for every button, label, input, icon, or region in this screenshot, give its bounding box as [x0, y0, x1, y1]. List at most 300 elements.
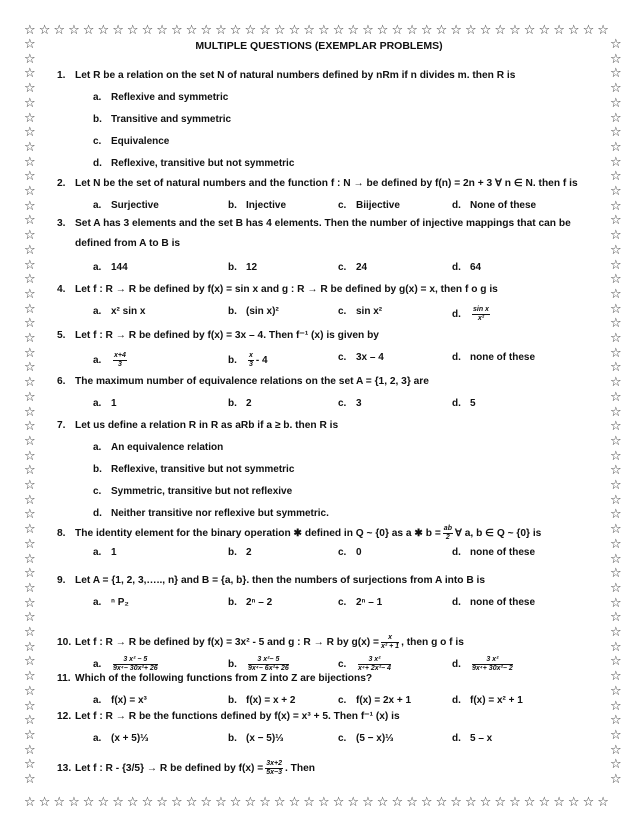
page-title: MULTIPLE QUESTIONS (EXEMPLAR PROBLEMS): [195, 40, 443, 52]
question-text: [57, 218, 571, 229]
answer-option[interactable]: [228, 200, 286, 211]
option-letter: d.: [452, 200, 461, 211]
border-star-icon: ☆: [347, 795, 360, 810]
border-star-icon: ☆: [200, 795, 213, 810]
border-star-icon: ☆: [318, 795, 330, 810]
question-number: 5.: [57, 330, 66, 341]
border-star-icon: ☆: [24, 551, 36, 567]
answer-option[interactable]: [228, 352, 268, 369]
answer-option[interactable]: [338, 306, 382, 317]
option-text: Surjective: [111, 200, 159, 211]
border-star-icon: ☆: [24, 507, 36, 523]
option-text: (sin x)²: [246, 306, 279, 317]
border-star-icon: ☆: [24, 242, 36, 258]
border-star-icon: ☆: [24, 580, 36, 596]
option-letter: a.: [93, 659, 102, 671]
answer-option[interactable]: [452, 547, 535, 558]
answer-option[interactable]: [93, 114, 231, 125]
border-star-icon: ☆: [610, 404, 622, 420]
option-text: f(x) = x + 2: [246, 695, 296, 706]
question-number: 11.: [57, 673, 71, 684]
option-text: (x + 5)⅓: [111, 733, 149, 744]
option-text: Reflexive, transitive but not symmetric: [111, 464, 295, 475]
option-letter: d.: [452, 398, 461, 409]
border-star-icon: ☆: [229, 795, 242, 810]
option-text: 0: [356, 547, 362, 558]
question-body-tail: . Then: [285, 763, 315, 775]
option-text: f(x) = 2x + 1: [356, 695, 412, 706]
question-body: Let f : R → R be the functions defined by f(x) = x³ + 5. Then f⁻¹ (x) is: [75, 711, 400, 722]
border-star-icon: ☆: [24, 286, 36, 302]
fraction: $\frac{3x+2}{5x-3}$: [266, 760, 282, 776]
option-text: 1: [111, 398, 117, 409]
border-star-icon: ☆: [610, 742, 622, 758]
border-star-icon: ☆: [610, 727, 622, 743]
answer-option[interactable]: [93, 486, 292, 497]
border-star-icon: ☆: [24, 110, 36, 126]
option-text: 3: [356, 398, 362, 409]
fraction: $\frac{\text{3 x²}}{\text{9x⁴+ 30x²− 2}}$: [472, 656, 513, 672]
option-letter: d.: [93, 158, 102, 169]
border-star-icon: ☆: [523, 23, 536, 38]
option-letter: c.: [338, 695, 347, 706]
border-star-icon: ☆: [610, 125, 622, 141]
border-star-icon: ☆: [362, 795, 374, 810]
option-letter: b.: [228, 597, 237, 608]
border-star-icon: ☆: [53, 795, 66, 810]
border-star-icon: ☆: [288, 795, 301, 810]
border-star-icon: ☆: [610, 301, 622, 317]
border-star-icon: ☆: [610, 316, 622, 332]
question-text: [57, 760, 315, 777]
border-star-icon: ☆: [610, 433, 622, 449]
answer-option[interactable]: [228, 597, 272, 608]
border-star-icon: ☆: [610, 698, 622, 714]
option-letter: b.: [228, 262, 237, 273]
border-star-icon: ☆: [24, 375, 36, 391]
border-star-icon: ☆: [610, 448, 622, 464]
border-star-icon: ☆: [435, 795, 448, 810]
border-star-icon: ☆: [53, 23, 66, 38]
question-body-tail: , then g o f is: [401, 637, 464, 649]
border-star-icon: ☆: [24, 448, 36, 464]
question-text: [57, 178, 578, 189]
question-text: [57, 575, 485, 586]
option-letter: a.: [93, 442, 102, 453]
border-star-icon: ☆: [24, 654, 36, 670]
border-star-icon: ☆: [259, 23, 271, 38]
question-number: 12.: [57, 711, 72, 722]
border-star-icon: ☆: [553, 23, 565, 38]
border-star-icon: ☆: [24, 713, 36, 729]
border-star-icon: ☆: [567, 23, 580, 38]
option-letter: a.: [93, 355, 102, 367]
border-star-icon: ☆: [24, 727, 36, 743]
option-letter: a.: [93, 547, 102, 558]
border-star-icon: ☆: [610, 154, 622, 170]
border-star-icon: ☆: [332, 23, 345, 38]
answer-option[interactable]: [228, 695, 295, 706]
answer-option[interactable]: [93, 547, 117, 558]
answer-option[interactable]: [452, 597, 535, 608]
border-star-icon: ☆: [610, 625, 622, 640]
border-star-icon: ☆: [610, 566, 622, 582]
border-star-icon: ☆: [24, 301, 36, 317]
option-letter: b.: [93, 114, 102, 125]
question-number: 4.: [57, 284, 66, 295]
border-star-icon: ☆: [376, 23, 389, 38]
border-star-icon: ☆: [610, 375, 622, 391]
border-star-icon: ☆: [610, 139, 622, 155]
border-star-icon: ☆: [610, 213, 622, 229]
border-star-icon: ☆: [24, 522, 36, 538]
question-body-tail: ∀ a, b ∈ Q ~ {0} is: [454, 528, 542, 540]
border-star-icon: ☆: [610, 242, 622, 258]
border-star-icon: ☆: [303, 795, 315, 810]
answer-option[interactable]: [93, 306, 145, 317]
option-letter: c.: [338, 597, 347, 608]
answer-option[interactable]: [93, 656, 160, 673]
border-star-icon: ☆: [479, 23, 492, 38]
option-letter: b.: [228, 733, 237, 744]
border-star-icon: ☆: [24, 772, 36, 787]
option-letter: a.: [93, 733, 102, 744]
border-star-icon: ☆: [68, 795, 80, 810]
border-star-icon: ☆: [215, 23, 227, 38]
option-letter: c.: [338, 262, 347, 273]
border-star-icon: ☆: [38, 795, 51, 810]
option-text: Reflexive, transitive but not symmetric: [111, 158, 295, 169]
answer-option[interactable]: [93, 597, 129, 608]
border-star-icon: ☆: [567, 795, 580, 810]
fraction: $\frac{\text{sin x}}{\text{x²}}$: [473, 306, 489, 322]
answer-option[interactable]: [338, 200, 400, 211]
border-star-icon: ☆: [450, 23, 462, 38]
border-star-icon: ☆: [303, 23, 315, 38]
border-star-icon: ☆: [610, 463, 622, 479]
option-letter: c.: [338, 306, 347, 317]
border-star-icon: ☆: [24, 198, 36, 214]
border-star-icon: ☆: [538, 23, 551, 38]
border-star-icon: ☆: [24, 23, 36, 38]
option-text: none of these: [470, 352, 536, 363]
option-letter: d.: [93, 508, 102, 519]
border-star-icon: ☆: [610, 492, 622, 508]
border-star-icon: ☆: [610, 228, 622, 244]
option-text: Neither transitive nor reflexive but symmetric.: [111, 508, 329, 519]
border-star-icon: ☆: [538, 795, 551, 810]
answer-option[interactable]: [338, 352, 384, 363]
border-star-icon: ☆: [494, 795, 507, 810]
border-star-icon: ☆: [244, 23, 257, 38]
answer-option[interactable]: [93, 733, 149, 744]
border-star-icon: ☆: [610, 95, 622, 111]
border-star-icon: ☆: [200, 23, 213, 38]
option-text: ⁿ P₂: [111, 597, 129, 608]
question-text: [57, 284, 498, 295]
border-star-icon: ☆: [24, 331, 36, 346]
border-star-icon: ☆: [97, 23, 110, 38]
answer-option[interactable]: [93, 442, 223, 453]
border-star-icon: ☆: [288, 23, 301, 38]
option-letter: b.: [228, 306, 237, 317]
border-star-icon: ☆: [435, 23, 448, 38]
answer-option[interactable]: [93, 695, 147, 706]
answer-option[interactable]: [228, 547, 252, 558]
border-star-icon: ☆: [24, 95, 36, 111]
option-text: 1: [111, 547, 117, 558]
answer-option[interactable]: [338, 656, 393, 673]
option-letter: b.: [228, 355, 237, 367]
border-star-icon: ☆: [24, 595, 36, 611]
option-text: 24: [356, 262, 368, 273]
border-star-icon: ☆: [24, 463, 36, 479]
border-star-icon: ☆: [24, 683, 36, 699]
border-star-icon: ☆: [244, 795, 257, 810]
border-star-icon: ☆: [318, 23, 330, 38]
border-star-icon: ☆: [610, 522, 622, 538]
question-text: [57, 711, 400, 722]
border-star-icon: ☆: [24, 66, 36, 82]
option-letter: a.: [93, 398, 102, 409]
answer-option[interactable]: [338, 733, 394, 744]
border-star-icon: ☆: [24, 757, 36, 773]
option-text: Equivalence: [111, 136, 170, 147]
option-letter: d.: [452, 695, 461, 706]
option-text: 2: [246, 398, 252, 409]
border-star-icon: ☆: [24, 81, 36, 97]
answer-option[interactable]: [338, 262, 367, 273]
fraction: $\frac{\text{3 x² − 5}}{\text{9x⁴− 30x²+ 26}}$: [113, 656, 158, 672]
question-body: Let f : R → R be defined by f(x) = 3x – 4. Then f⁻¹ (x) is given by: [75, 330, 379, 341]
option-letter: c.: [338, 547, 347, 558]
option-letter: d.: [452, 659, 461, 671]
answer-option[interactable]: [93, 464, 294, 475]
question-text: [57, 634, 464, 651]
question-body: Let f : R - {3/5} → R be defined by f(x) =: [75, 763, 264, 775]
option-text: Reflexive and symmetric: [111, 92, 229, 103]
option-letter: a.: [93, 695, 102, 706]
question-body: The maximum number of equivalence relations on the set A = {1, 2, 3} are: [75, 376, 429, 387]
border-star-icon: ☆: [610, 110, 622, 126]
option-text: none of these: [470, 597, 536, 608]
border-star-icon: ☆: [610, 81, 622, 97]
question-number: 9.: [57, 575, 66, 586]
option-text: none of these: [470, 547, 536, 558]
border-star-icon: ☆: [171, 23, 183, 38]
border-star-icon: ☆: [24, 125, 36, 141]
answer-option[interactable]: [228, 306, 279, 317]
border-star-icon: ☆: [610, 580, 622, 596]
border-star-icon: ☆: [141, 23, 154, 38]
answer-option[interactable]: [452, 306, 492, 323]
answer-option[interactable]: [452, 352, 535, 363]
option-letter: b.: [228, 695, 237, 706]
answer-option[interactable]: [338, 398, 362, 409]
question-text: [57, 420, 338, 431]
border-star-icon: ☆: [112, 795, 124, 810]
option-letter: c.: [338, 733, 347, 744]
border-star-icon: ☆: [610, 169, 622, 185]
border-star-icon: ☆: [24, 669, 36, 685]
answer-option[interactable]: [338, 695, 411, 706]
answer-option[interactable]: [93, 158, 294, 169]
border-star-icon: ☆: [610, 478, 622, 493]
option-text: 2ⁿ – 1: [356, 597, 383, 608]
border-star-icon: ☆: [68, 23, 80, 38]
answer-option[interactable]: [452, 398, 476, 409]
option-text: 3x – 4: [356, 352, 384, 363]
option-letter: b.: [228, 200, 237, 211]
question-number: 1.: [57, 70, 66, 81]
answer-option[interactable]: [228, 262, 257, 273]
answer-option[interactable]: [93, 92, 228, 103]
border-star-icon: ☆: [376, 795, 389, 810]
question-number: 2.: [57, 178, 66, 189]
border-star-icon: ☆: [97, 795, 110, 810]
border-star-icon: ☆: [406, 795, 418, 810]
border-star-icon: ☆: [597, 23, 609, 38]
option-text: An equivalence relation: [111, 442, 224, 453]
option-letter: c.: [338, 398, 347, 409]
border-star-icon: ☆: [597, 795, 609, 810]
option-text: (5 − x)⅓: [356, 733, 394, 744]
option-text: f(x) = x² + 1: [470, 695, 523, 706]
border-star-icon: ☆: [610, 66, 622, 82]
border-star-icon: ☆: [273, 23, 286, 38]
border-star-icon: ☆: [610, 595, 622, 611]
option-letter: d.: [452, 309, 461, 321]
question-body: defined from A to B is: [75, 238, 181, 249]
border-star-icon: ☆: [24, 154, 36, 170]
answer-option[interactable]: [338, 597, 382, 608]
answer-option[interactable]: [338, 547, 362, 558]
answer-option[interactable]: [228, 398, 252, 409]
question-body: Set A has 3 elements and the set B has 4 elements. Then the number of injective mappings that can be: [75, 218, 571, 229]
option-letter: b.: [228, 659, 237, 671]
option-letter: d.: [452, 262, 461, 273]
border-star-icon: ☆: [362, 23, 374, 38]
answer-option[interactable]: [93, 352, 129, 369]
question-body: Which of the following functions from Z into Z are bijections?: [75, 673, 373, 684]
border-star-icon: ☆: [610, 669, 622, 685]
option-letter: a.: [93, 262, 102, 273]
border-star-icon: ☆: [215, 795, 227, 810]
option-text: x² sin x: [111, 306, 146, 317]
fraction: $\frac{x}{\text{x² + 1}}$: [380, 634, 400, 650]
border-star-icon: ☆: [273, 795, 286, 810]
answer-option[interactable]: [452, 656, 515, 673]
border-star-icon: ☆: [24, 257, 36, 273]
border-star-icon: ☆: [24, 536, 36, 552]
question-number: 10.: [57, 637, 72, 649]
option-text: 5: [470, 398, 476, 409]
question-text: [57, 525, 541, 542]
border-star-icon: ☆: [610, 551, 622, 567]
option-letter: d.: [452, 733, 461, 744]
border-star-icon: ☆: [24, 795, 36, 810]
answer-option[interactable]: [452, 733, 492, 744]
border-star-icon: ☆: [24, 404, 36, 420]
border-star-icon: ☆: [24, 316, 36, 332]
border-star-icon: ☆: [82, 23, 95, 38]
question-text: [57, 330, 379, 341]
option-text: None of these: [470, 200, 537, 211]
border-star-icon: ☆: [509, 795, 521, 810]
border-star-icon: ☆: [553, 795, 565, 810]
answer-option[interactable]: [93, 200, 159, 211]
border-star-icon: ☆: [494, 23, 507, 38]
question-body: The identity element for the binary operation ✱ defined in Q ~ {0} as a ✱ b =: [75, 528, 441, 540]
question-number: 3.: [57, 218, 66, 229]
option-text: f(x) = x³: [111, 695, 147, 706]
answer-option[interactable]: [452, 200, 536, 211]
border-star-icon: ☆: [391, 23, 404, 38]
option-text: Symmetric, transitive but not reflexive: [111, 486, 293, 497]
question-body: Let R be a relation on the set N of natural numbers defined by nRm if n divides m. then R is: [75, 70, 516, 81]
answer-option[interactable]: [228, 733, 284, 744]
question-number: 8.: [57, 528, 66, 540]
answer-option[interactable]: [452, 695, 523, 706]
fraction: $\frac{x+4}{3}$: [114, 352, 126, 368]
option-letter: c.: [338, 352, 347, 363]
border-star-icon: ☆: [610, 257, 622, 273]
border-star-icon: ☆: [24, 433, 36, 449]
answer-option[interactable]: [93, 136, 169, 147]
question-body: Let f : R → R be defined by f(x) = 3x² - 5 and g : R → R by g(x) =: [75, 637, 379, 649]
border-star-icon: ☆: [24, 698, 36, 714]
option-letter: c.: [338, 200, 347, 211]
border-star-icon: ☆: [610, 507, 622, 523]
border-star-icon: ☆: [24, 139, 36, 155]
option-text: 2ⁿ – 2: [246, 597, 273, 608]
border-star-icon: ☆: [610, 272, 622, 288]
border-star-icon: ☆: [610, 184, 622, 199]
border-star-icon: ☆: [610, 610, 622, 626]
border-star-icon: ☆: [24, 389, 36, 405]
option-letter: d.: [452, 597, 461, 608]
border-star-icon: ☆: [347, 23, 360, 38]
border-star-icon: ☆: [582, 23, 595, 38]
border-star-icon: ☆: [24, 228, 36, 244]
border-star-icon: ☆: [112, 23, 124, 38]
question-text: [57, 70, 515, 81]
answer-option[interactable]: [452, 262, 481, 273]
border-star-icon: ☆: [332, 795, 345, 810]
border-star-icon: ☆: [523, 795, 536, 810]
answer-option[interactable]: [228, 656, 291, 673]
option-letter: a.: [93, 92, 102, 103]
option-letter: a.: [93, 597, 102, 608]
option-letter: d.: [452, 547, 461, 558]
border-star-icon: ☆: [24, 610, 36, 626]
border-star-icon: ☆: [82, 795, 95, 810]
border-star-icon: ☆: [38, 23, 51, 38]
fraction: $\frac{\text{3 x²}}{\text{x⁴+ 2x²− 4}}$: [358, 656, 391, 672]
border-star-icon: ☆: [610, 37, 622, 52]
border-star-icon: ☆: [465, 795, 477, 810]
answer-option[interactable]: [93, 508, 329, 519]
option-letter: d.: [452, 352, 461, 363]
answer-option[interactable]: [93, 262, 128, 273]
answer-option[interactable]: [93, 398, 117, 409]
border-star-icon: ☆: [610, 654, 622, 670]
border-star-icon: ☆: [610, 713, 622, 729]
border-star-icon: ☆: [610, 683, 622, 699]
option-text: Injective: [246, 200, 287, 211]
option-text: 5 – x: [470, 733, 493, 744]
border-star-icon: ☆: [185, 23, 198, 38]
